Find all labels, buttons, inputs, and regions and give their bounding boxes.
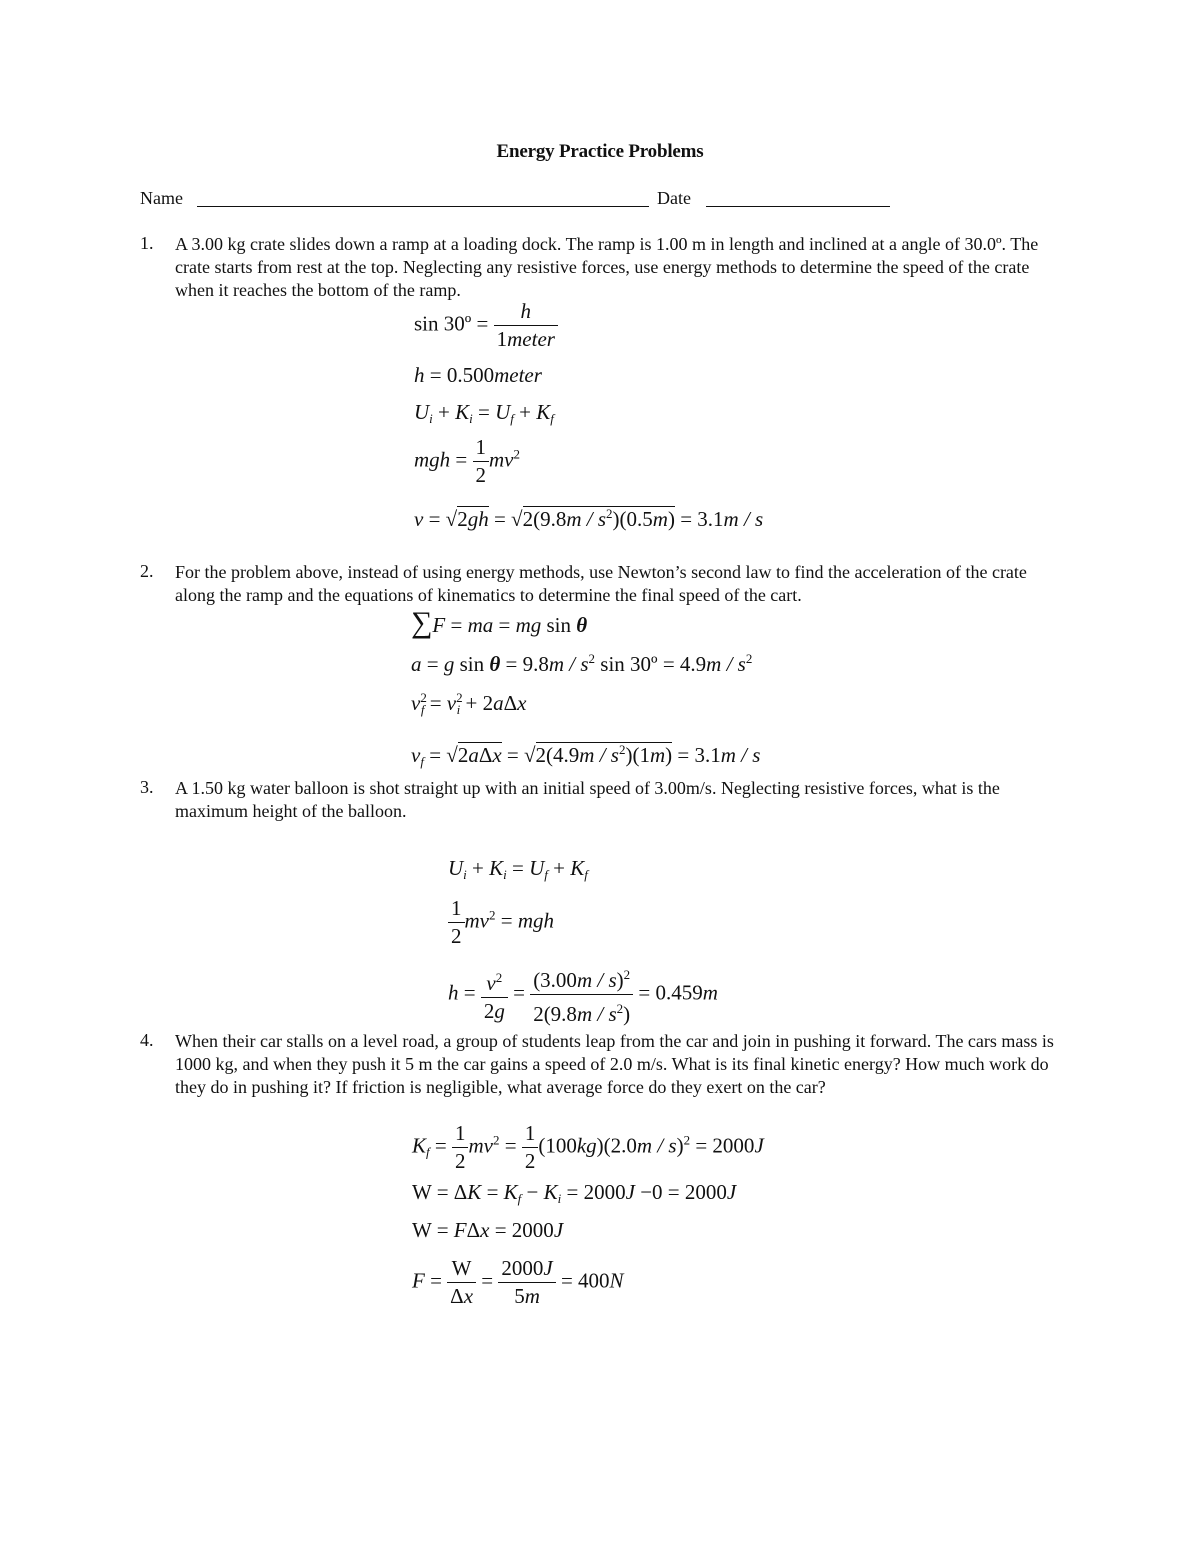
p4-eq-work-force: W = FΔx = 2000J	[412, 1218, 564, 1242]
problem-4-number: 4.	[140, 1030, 154, 1050]
p1-eq-energy: $U_i + K_i = U_f + K_f$	[414, 400, 554, 426]
p1-eq-mgh: mgh = $\frac{1}{2}$ $mv^2$	[414, 435, 521, 487]
date-label: Date	[657, 188, 691, 208]
p4-eq-work-delta-k: $W = \Delta K = K_f - K_i = 2000J -0 = 2000J$	[412, 1180, 737, 1206]
problem-3-number: 3.	[140, 777, 154, 797]
name-label: Name	[140, 188, 183, 208]
p1-eq-v: $v = √2gh = √2(9.8m / s^2)(0.5m) = 3.1m / s$	[414, 506, 764, 531]
p1-eq-h: h = 0.500meter	[414, 363, 542, 387]
p1-eq-sin: sin 30º = $\frac{h}{\text{1meter}}$	[414, 298, 558, 353]
p3-eq-kinetic: $\frac{1}{2}$ $mv^2$ = mgh	[448, 895, 554, 950]
page-title: Energy Practice Problems	[496, 141, 704, 162]
problem-3-text: A 1.50 kg water balloon is shot straight up with an initial speed of 3.00m/s. Neglecting resistive forces, what is the maximum height of the balloon.	[175, 778, 1000, 821]
date-field-line[interactable]	[706, 206, 890, 207]
p3-eq-h: h = $\frac{v^2}{2g}$ = $\frac{(3.00m / s)^2}{2(9.8m / s^2)}$ = 0.459m	[448, 967, 718, 1026]
p2-eq-sum: ∑F = ma = mg sin θ	[411, 606, 588, 639]
p4-eq-kf: $K_f$ = $\frac{1}{2}$ $mv^2$ = $\frac{1}{2}$ (100kg)(2.0m / s)$^2$ = 2000J	[412, 1121, 764, 1173]
problem-2-number: 2.	[140, 561, 154, 581]
p2-eq-kinematics: $v^2_f = v^2_i + 2a\Delta x$	[411, 690, 527, 717]
p4-eq-force: F = $\frac{W}{\Delta x}$ = $\frac{2000J}{5m}$ = 400N	[412, 1256, 624, 1308]
name-field-line[interactable]	[197, 206, 649, 207]
problem-1-text: A 3.00 kg crate slides down a ramp at a loading dock. The ramp is 1.00 m in length and inclined at a angle of 30.0º. The crate starts from rest at the top. Neglecting any resistive forces, use energy methods to determine the speed of the crate when it reaches the bottom of the ramp.	[175, 234, 1039, 300]
p2-eq-a: a = g $\sin \theta = 9.8m / s^2$ sin 30º = $4.9m / s^2$	[411, 651, 753, 676]
problem-2-text: For the problem above, instead of using energy methods, use Newton’s second law to find the acceleration of the crate along the ramp and the equations of kinematics to determine the final speed of the cart.	[175, 562, 1027, 605]
problem-1-number: 1.	[140, 233, 154, 253]
p2-eq-vf: $v_f = √2a\Delta x = √2(4.9m / s^2)(1m) = 3.1m / s$	[411, 742, 761, 769]
problem-4-text: When their car stalls on a level road, a group of students leap from the car and join in pushing it forward. The cars mass is 1000 kg, and when they push it 5 m the car gains a speed of 2.0 m/s. What is its final kinetic energy? How much work do they do in pushing it? If friction is negligible, what average force do they exert on the car?	[175, 1031, 1054, 1097]
p3-eq-energy: $U_i + K_i = U_f + K_f$	[448, 856, 588, 882]
